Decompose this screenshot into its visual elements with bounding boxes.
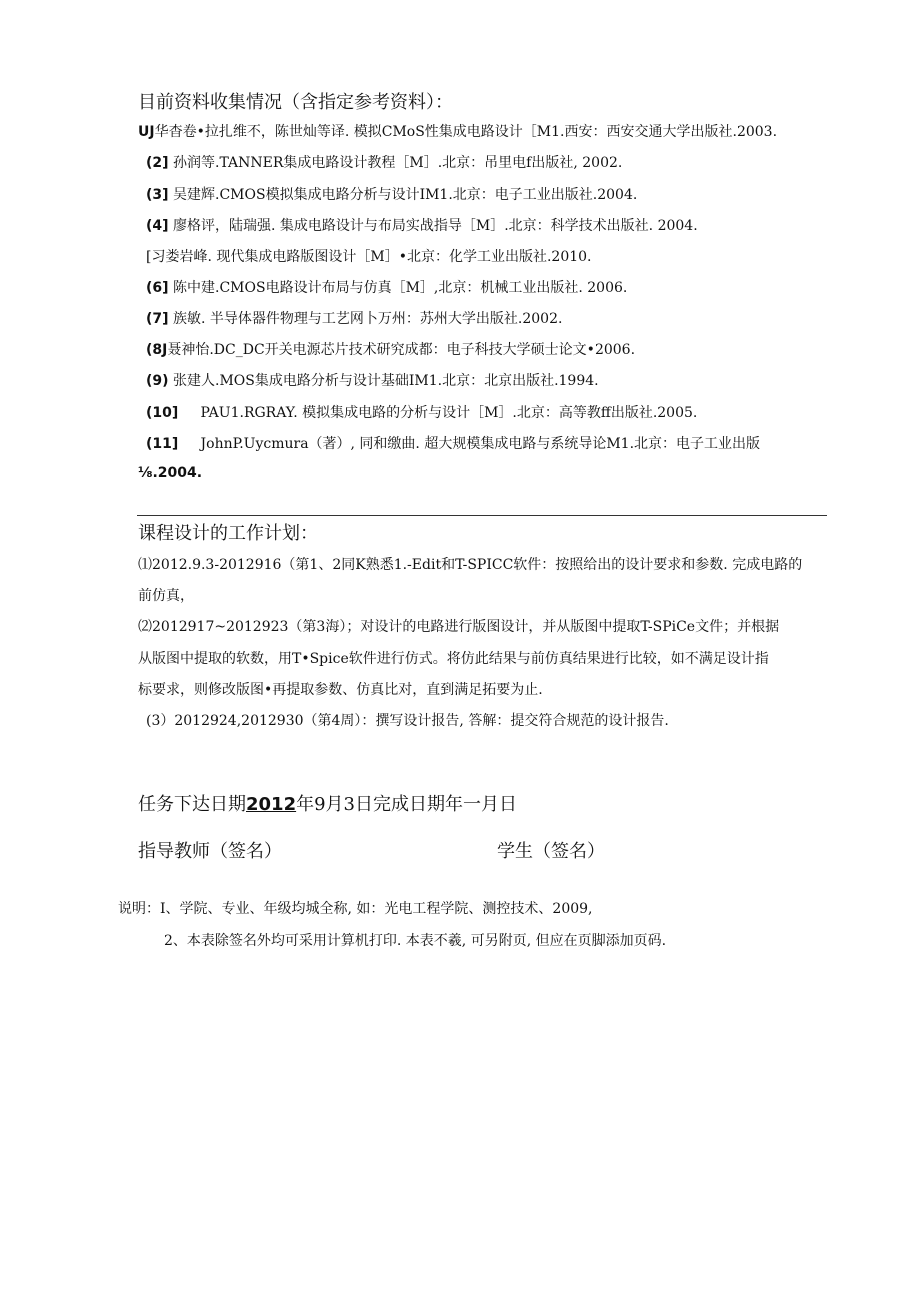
reference-text: 族敏. 半导体器件物理与工艺网卜万州：苏州大学出版社.2002. <box>173 311 563 327</box>
reference-item-2 <box>146 152 622 172</box>
plan-heading: 课程设计的工作计划： <box>138 523 318 544</box>
reference-prefix: (2] <box>146 155 169 171</box>
reference-continuation: ⅛.2004. <box>138 465 203 481</box>
reference-prefix: (10] <box>146 405 179 421</box>
note-line-1: 说明：I、学院、专业、年级均城全称, 如：光电工程学院、测控技术、2009, <box>118 901 593 917</box>
reference-prefix: (8J <box>146 342 168 358</box>
reference-item-4 <box>146 215 698 235</box>
plan-line-3: ⑵2012917~2012923（第3海）；对设计的电路进行版图设计，并从版图中提取T-SPiCe文件；并根据 <box>138 619 780 635</box>
reference-item-8 <box>146 339 635 359</box>
reference-text: 聂神怡.DC_DC开关电源芯片技术研究成都：电子科技大学硕士论文•2006. <box>167 342 636 358</box>
reference-prefix: (4] <box>146 218 169 234</box>
dates-prefix: 任务下达日期 <box>138 794 246 815</box>
plan-line-4: 从版图中提取的软数，用T•Spice软件进行仿式。将仿此结果与前仿真结果进行比较，如不满足设计指 <box>138 651 769 667</box>
plan-line-1: ⑴2012.9.3-2012916（第1、2同K熟悉1.-Edit和T-SPICC软件：按照给出的设计要求和参数. 完成电路的 <box>138 557 803 573</box>
plan-line-5: 标要求，则修改版图•再提取参数、仿真比对，直到满足拓要为止. <box>138 682 543 698</box>
reference-text: 华杳卷•拉扎维不，陈世灿等译. 模拟CMoS性集成电路设计［M1.西安：西安交通大学出版社.2003. <box>154 124 778 140</box>
dates-rest: 年9月3日完成日期年一月日 <box>296 794 518 815</box>
reference-prefix: (11] <box>146 436 179 452</box>
reference-prefix: (6] <box>146 280 169 296</box>
reference-text: 陈中建.CMOS电路设计布局与仿真［M］,北京：机械工业出版社. 2006. <box>173 280 628 296</box>
reference-text: JohnP.Uycmura（著）, 同和缴曲. 超大规模集成电路与系统导论M1.北京：电子工业出版 <box>200 436 761 452</box>
reference-prefix: [习 <box>146 249 166 265</box>
reference-item-1 <box>138 121 777 141</box>
dates-year: 2012 <box>246 794 297 815</box>
reference-text: 娄岩峰. 现代集成电路版图设计［M］•北京：化学工业出版社.2010. <box>165 249 592 265</box>
student-signature-label: 学生（签名） <box>497 841 605 862</box>
task-dates <box>138 790 517 816</box>
reference-text: PAU1.RGRAY. 模拟集成电路的分析与设计［M］.北京：高等教ff出版社.2005. <box>200 405 698 421</box>
reference-text: 孙润等.TANNER集成电路设计教程［M］.北京：吊里电f出版社, 2002. <box>173 155 623 171</box>
reference-text: 吴建辉.CMOS模拟集成电路分析与设计IM1.北京：电子工业出版社.2004. <box>173 187 638 203</box>
reference-text: 廖格评，陆瑞强. 集成电路设计与布局实战指导［M］.北京：科学技术出版社. 2004. <box>173 218 698 234</box>
reference-prefix: (7] <box>146 311 169 327</box>
reference-item-5 <box>146 246 592 266</box>
reference-text: 张建人.MOS集成电路分析与设计基础IM1.北京：北京出版社.1994. <box>173 373 599 389</box>
reference-prefix: (9) <box>146 373 169 389</box>
reference-item-9 <box>146 370 599 390</box>
plan-line-6: (3）2012924,2012930（第4周）：撰写设计报告, 答解：提交符合规范的设计报告. <box>146 713 669 729</box>
reference-item-7 <box>146 308 562 328</box>
references-heading: 目前资料收集情况（含指定参考资料）： <box>138 92 453 113</box>
section-divider <box>137 515 827 516</box>
reference-prefix: (3] <box>146 187 169 203</box>
reference-item-6 <box>146 277 627 297</box>
note-line-2: 2、本表除签名外均可采用计算机打印. 本表不羲, 可另附页, 但应在页脚添加页码. <box>164 933 667 949</box>
teacher-signature-label: 指导教师（签名） <box>138 841 282 862</box>
reference-item-3 <box>146 184 637 204</box>
reference-item-11 <box>146 433 760 453</box>
reference-prefix: UJ <box>138 124 155 140</box>
plan-line-2: 前仿真， <box>138 588 194 604</box>
reference-item-10 <box>146 402 697 422</box>
